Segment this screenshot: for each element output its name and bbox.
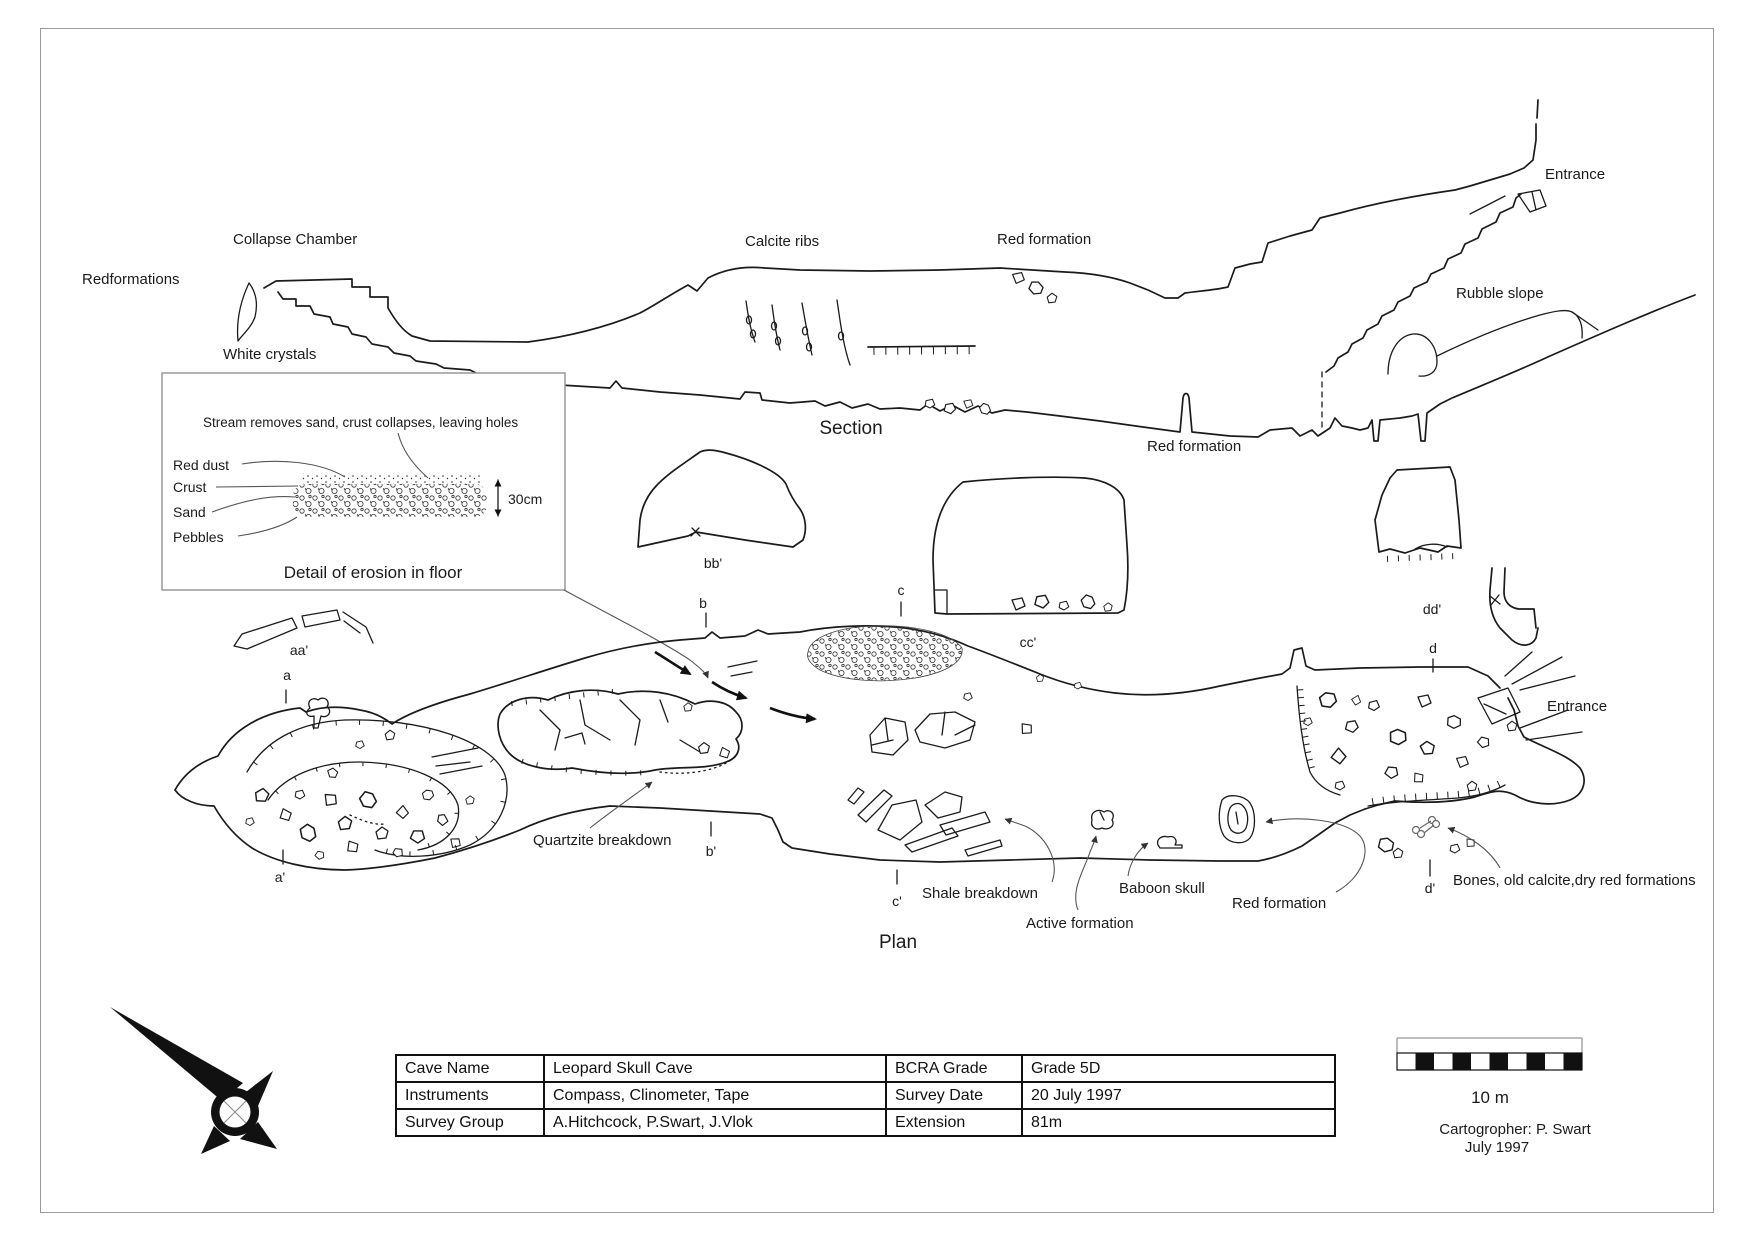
north-arrow [110, 1007, 277, 1154]
mid-breakdown-rocks [870, 674, 1082, 755]
table-cell: A.Hitchcock, P.Swart, J.Vlok [544, 1109, 886, 1136]
rubble-slope-line [1326, 194, 1521, 372]
table-cell: Cave Name [396, 1055, 544, 1082]
label-b-prime: b' [705, 843, 717, 859]
table-cell: Instruments [396, 1082, 544, 1109]
scale-bar [1397, 1038, 1582, 1070]
table-row [396, 1109, 1335, 1136]
label-calcite-ribs: Calcite ribs [745, 233, 820, 250]
survey-info-table [395, 1054, 1336, 1137]
inset-layer-crust: Crust [173, 479, 207, 495]
label-a-prime: a' [274, 869, 286, 885]
hachure-ticks [1387, 553, 1452, 562]
calcite-ribs-marks [746, 300, 850, 365]
label-collapse-chamber: Collapse Chamber [233, 231, 358, 248]
plan-drawing [175, 626, 1584, 910]
inset-height-label: 30cm [508, 491, 543, 507]
inset-layer-sand: Sand [173, 504, 206, 520]
table-cell: Survey Date [886, 1082, 1022, 1109]
plan-leaders [590, 782, 1500, 910]
label-entrance-plan: Entrance [1547, 698, 1608, 715]
table-cell: Leopard Skull Cave [544, 1055, 886, 1082]
label-d-prime: d' [1424, 880, 1436, 896]
label-d: d [1429, 640, 1437, 656]
east-chamber-rocks [1304, 688, 1520, 791]
table-cell: BCRA Grade [886, 1055, 1022, 1082]
inset-layer-red-dust: Red dust [173, 457, 230, 473]
sediment-band [293, 484, 487, 517]
section-ceiling [264, 124, 1536, 342]
label-shale-breakdown: Shale breakdown [922, 885, 1038, 902]
table-cell: 81m [1022, 1109, 1335, 1136]
label-active-formation: Active formation [1026, 915, 1134, 932]
bone-symbol [1413, 817, 1440, 838]
label-entrance-section: Entrance [1545, 166, 1606, 183]
quartzite-island [498, 689, 742, 776]
credit-date: July 1997 [1464, 1139, 1530, 1156]
label-a: a [283, 667, 291, 683]
scale-label: 10 m [1471, 1088, 1509, 1107]
table-cell: Grade 5D [1022, 1055, 1335, 1082]
label-c-prime: c' [892, 893, 902, 909]
baboon-skull-shape [1158, 836, 1182, 848]
gravel-bank [808, 626, 963, 681]
red-formation-shape [1219, 796, 1254, 843]
plan-title: Plan [878, 932, 918, 953]
erosion-detail-inset [162, 373, 565, 590]
label-red-formation-top: Red formation [997, 231, 1092, 248]
label-red-formation-plan: Red formation [1232, 895, 1327, 912]
inset-leader [564, 590, 708, 678]
label-white-crystals: White crystals [223, 346, 317, 363]
label-c: c [897, 582, 905, 598]
table-row [396, 1055, 1335, 1082]
stream-flow-arrows [655, 652, 815, 719]
cartographer-credit: Cartogropher: P. Swart [1439, 1121, 1591, 1138]
label-dd: dd' [1422, 601, 1442, 617]
table-cell: Survey Group [396, 1109, 544, 1136]
active-formation-shape [1092, 810, 1114, 829]
inset-layer-pebbles: Pebbles [173, 529, 224, 545]
west-chamber-rocks [246, 730, 474, 861]
plan-south-wall [175, 790, 1365, 870]
label-baboon-skull: Baboon skull [1119, 880, 1205, 897]
label-red-formation-floor: Red formation [1147, 438, 1242, 455]
table-cell: Compass, Clinometer, Tape [544, 1082, 886, 1109]
label-redformations: Redformations [82, 271, 180, 288]
label-bones: Bones, old calcite,dry red formations [1453, 872, 1696, 889]
label-aa: aa' [289, 642, 309, 658]
inset-note: Stream removes sand, crust collapses, leaving holes [203, 415, 519, 430]
label-cc: cc' [1019, 634, 1037, 650]
label-quartzite-breakdown: Quartzite breakdown [533, 832, 672, 849]
table-row [396, 1082, 1335, 1109]
shale-slabs [848, 788, 1002, 856]
inset-title: Detail of erosion in floor [283, 563, 463, 582]
table-cell: Extension [886, 1109, 1022, 1136]
table-cell: 20 July 1997 [1022, 1082, 1335, 1109]
label-rubble-slope: Rubble slope [1456, 285, 1544, 302]
label-bb: bb' [703, 555, 723, 571]
section-title: Section [819, 418, 883, 439]
label-b: b [699, 595, 707, 611]
